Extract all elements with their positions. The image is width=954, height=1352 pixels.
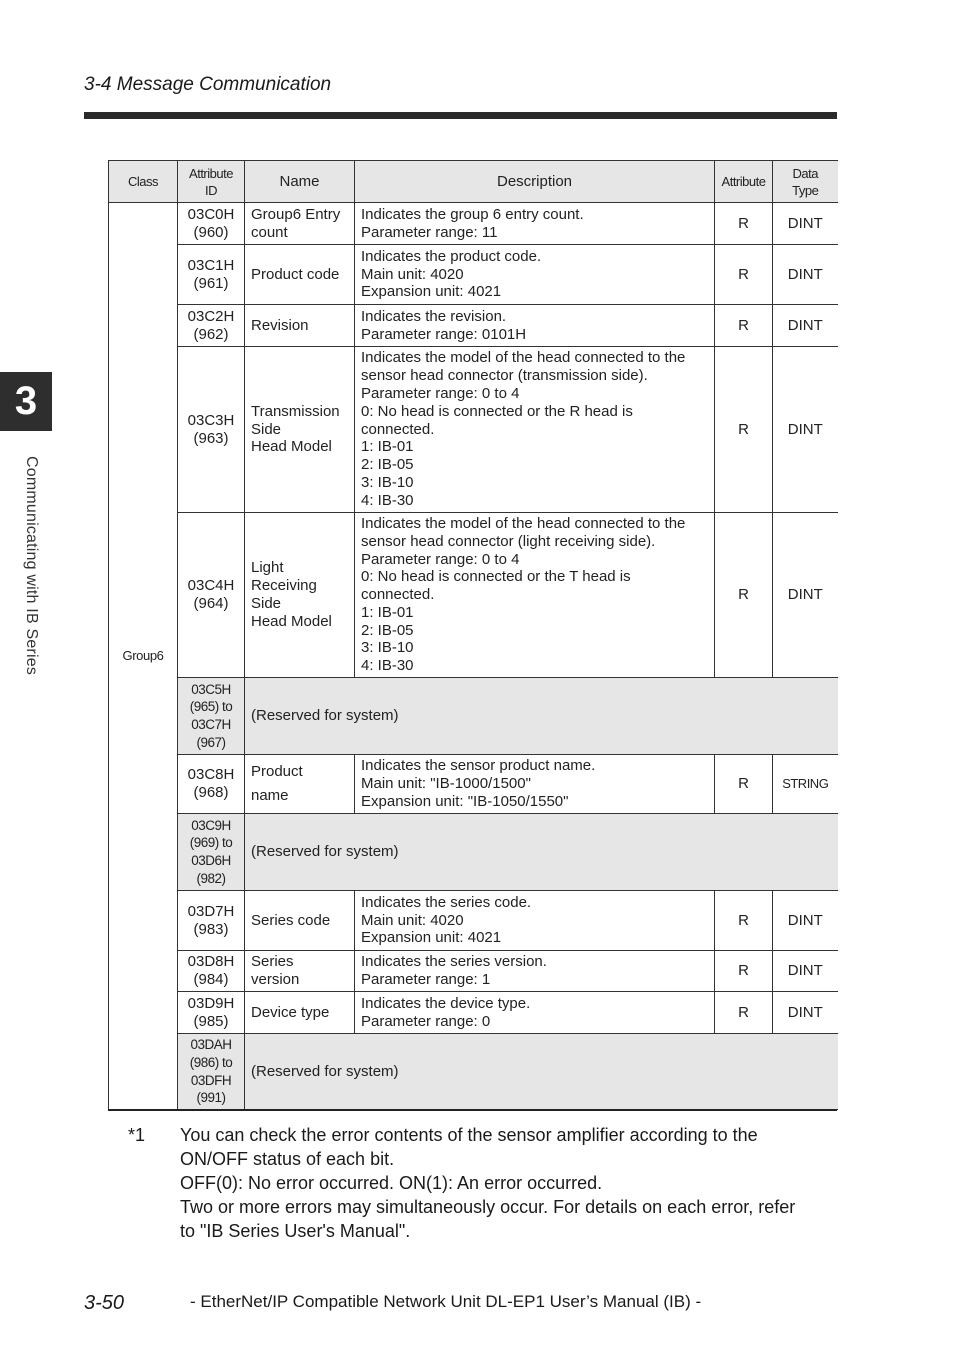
data-type-cell: DINT (773, 245, 838, 305)
table-row-reserved (109, 1034, 838, 1110)
column-header-description: Description (355, 161, 715, 203)
attribute-id-cell: 03D8H (984) (178, 951, 245, 992)
header-rule (84, 112, 837, 119)
attribute-table (108, 160, 838, 1110)
data-type-cell: DINT (773, 951, 838, 992)
table-header-row (109, 161, 838, 203)
reserved-cell: (Reserved for system) (245, 814, 838, 891)
attribute-id-cell: 03DAH (986) to 03DFH (991) (178, 1034, 245, 1110)
attribute-cell: R (715, 513, 773, 678)
table-row-reserved (109, 678, 838, 755)
name-cell: Series code (245, 891, 355, 951)
data-type-cell: STRING (773, 755, 838, 814)
description-cell: Indicates the product code. Main unit: 4020 Expansion unit: 4021 (355, 245, 715, 305)
attribute-cell: R (715, 245, 773, 305)
table-row (109, 347, 838, 513)
description-cell: Indicates the device type. Parameter range: 0 (355, 992, 715, 1034)
table-row (109, 755, 838, 814)
column-header-data-type: Data Type (773, 161, 838, 203)
attribute-id-cell: 03C5H (965) to 03C7H (967) (178, 678, 245, 755)
attribute-id-cell: 03C3H (963) (178, 347, 245, 513)
chapter-tab: 3 (0, 372, 52, 431)
table-row (109, 951, 838, 992)
description-cell: Indicates the model of the head connected to the sensor head connector (transmission side). Parameter range: 0 to 4 0: No head is connected or the R head is connected. 1: IB-01 2: IB-05 3: IB-10 4: IB-30 (355, 347, 715, 513)
class-group-cell: Group6 (109, 203, 178, 1110)
attribute-id-cell: 03C2H (962) (178, 305, 245, 347)
table-row-reserved (109, 814, 838, 891)
column-header-attribute-id: Attribute ID (178, 161, 245, 203)
name-cell: Series version (245, 951, 355, 992)
table-row (109, 203, 838, 245)
data-type-cell: DINT (773, 305, 838, 347)
attribute-cell: R (715, 992, 773, 1034)
data-type-cell: DINT (773, 513, 838, 678)
reserved-cell: (Reserved for system) (245, 678, 838, 755)
attribute-cell: R (715, 755, 773, 814)
description-cell: Indicates the series version. Parameter range: 1 (355, 951, 715, 992)
attribute-cell: R (715, 891, 773, 951)
table-row (109, 992, 838, 1034)
column-header-class: Class (109, 161, 178, 203)
description-cell: Indicates the model of the head connected to the sensor head connector (light receiving side). Parameter range: 0 to 4 0: No head is connected or the T head is connected. 1: IB-01 2: IB-05 3: IB-10 4: IB-30 (355, 513, 715, 678)
description-cell: Indicates the revision. Parameter range: 0101H (355, 305, 715, 347)
attribute-id-cell: 03C8H (968) (178, 755, 245, 814)
footer-title: - EtherNet/IP Compatible Network Unit DL-EP1 User’s Manual (IB) - (190, 1292, 702, 1311)
data-type-cell: DINT (773, 347, 838, 513)
name-cell: Product code (245, 245, 355, 305)
attribute-id-cell: 03C4H (964) (178, 513, 245, 678)
name-cell: Device type (245, 992, 355, 1034)
table-row (109, 305, 838, 347)
attribute-cell: R (715, 951, 773, 992)
attribute-id-cell: 03C9H (969) to 03D6H (982) (178, 814, 245, 891)
name-cell: Transmission Side Head Model (245, 347, 355, 513)
section-title: 3-4 Message Communication (84, 74, 332, 95)
name-cell: Revision (245, 305, 355, 347)
table-bottom-rule (108, 1109, 837, 1111)
table-row (109, 513, 838, 678)
reserved-cell: (Reserved for system) (245, 1034, 838, 1110)
footnote-mark: *1 (128, 1125, 146, 1145)
description-cell: Indicates the sensor product name. Main unit: "IB-1000/1500" Expansion unit: "IB-1050/1550" (355, 755, 715, 814)
page-number: 3-50 (84, 1292, 125, 1314)
name-cell: Group6 Entry count (245, 203, 355, 245)
footnote-text: You can check the error contents of the sensor amplifier according to the ON/OFF status of each bit. OFF(0): No error occurred. ON(1): An error occurred. Two or more errors may simultaneously occur. For details on each error, refer to "IB Series User's Manual". (180, 1125, 796, 1241)
column-header-attribute: Attribute (715, 161, 773, 203)
description-cell: Indicates the group 6 entry count. Parameter range: 11 (355, 203, 715, 245)
attribute-id-cell: 03C0H (960) (178, 203, 245, 245)
attribute-cell: R (715, 305, 773, 347)
name-cell: Light Receiving Side Head Model (245, 513, 355, 678)
attribute-id-cell: 03D7H (983) (178, 891, 245, 951)
attribute-cell: R (715, 203, 773, 245)
data-type-cell: DINT (773, 992, 838, 1034)
chapter-side-label: Communicating with IB Series (23, 456, 40, 676)
data-type-cell: DINT (773, 891, 838, 951)
description-cell: Indicates the series code. Main unit: 4020 Expansion unit: 4021 (355, 891, 715, 951)
name-cell: Product name (245, 755, 355, 814)
table-row (109, 245, 838, 305)
attribute-id-cell: 03C1H (961) (178, 245, 245, 305)
data-type-cell: DINT (773, 203, 838, 245)
attribute-cell: R (715, 347, 773, 513)
table-row (109, 891, 838, 951)
attribute-id-cell: 03D9H (985) (178, 992, 245, 1034)
footnote (128, 1123, 838, 1243)
column-header-name: Name (245, 161, 355, 203)
